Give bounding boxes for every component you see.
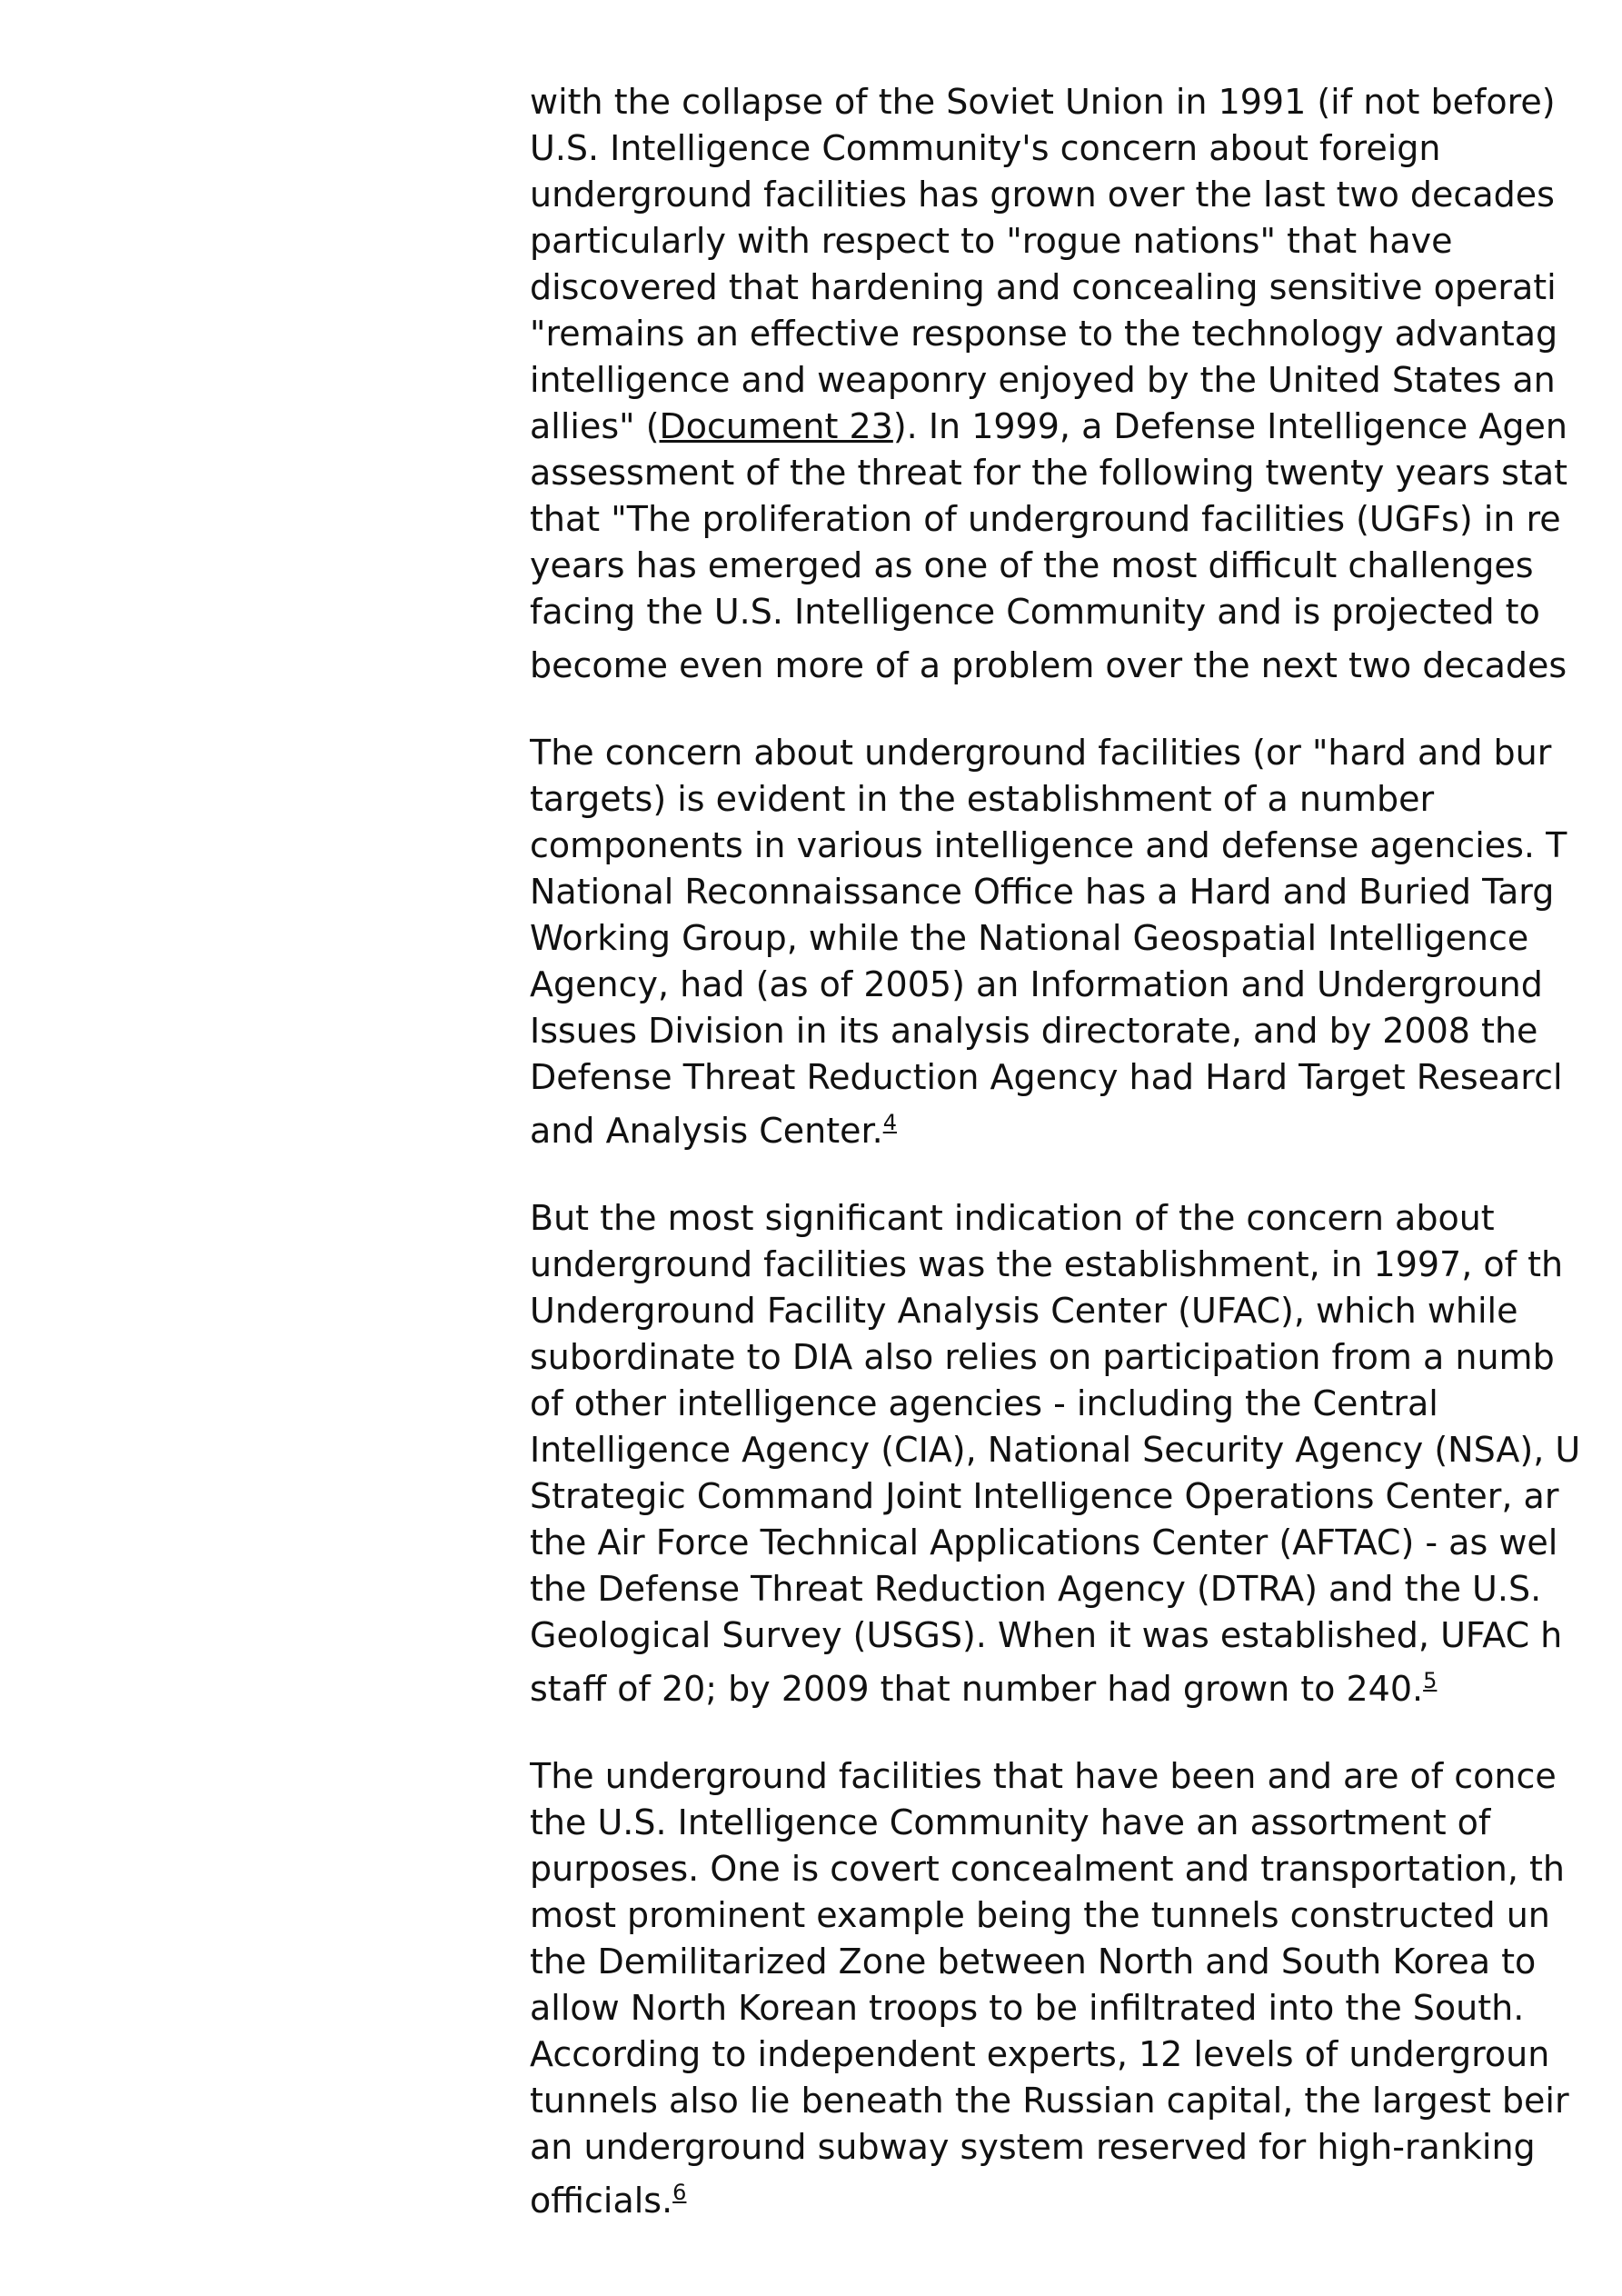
text-line: that "The proliferation of underground facilities (UGFs) in re (530, 499, 1561, 539)
text-segment: officials. (530, 2181, 673, 2221)
text-line (530, 1101, 1622, 1161)
text-line: the Air Force Technical Applications Center (AFTAC) - as wel (530, 1522, 1558, 1562)
footnote-marker (1423, 1668, 1437, 1693)
paragraph (530, 79, 1622, 695)
text-line: Issues Division in its analysis directorate, and by 2008 the (530, 1011, 1538, 1051)
text-line (530, 404, 1622, 450)
text-line: subordinate to DIA also relies on participation from a numb (530, 1337, 1555, 1377)
paragraph (530, 1195, 1622, 1719)
text-line: According to independent experts, 12 levels of undergroun (530, 2034, 1550, 2074)
text-segment: allies" ( (530, 406, 660, 446)
text-line: National Reconnaissance Office has a Hard and Buried Targ (530, 872, 1555, 912)
text-line: The underground facilities that have been and are of conce (530, 1756, 1557, 1796)
text-line (530, 1659, 1622, 1719)
text-line (530, 2171, 1622, 2231)
text-line: with the collapse of the Soviet Union in 1991 (if not before) (530, 82, 1556, 122)
text-line: the Demilitarized Zone between North and South Korea to (530, 1942, 1537, 1982)
footnote-marker (883, 1110, 897, 1135)
footnote-marker (672, 2180, 686, 2205)
text-line: assessment of the threat for the following twenty years stat (530, 453, 1568, 493)
footnote-link[interactable]: 5 (1423, 1668, 1438, 1693)
text-segment: staff of 20; by 2009 that number had grown to 240. (530, 1669, 1424, 1709)
text-line: the U.S. Intelligence Community have an assortment of (530, 1802, 1491, 1842)
text-line: become even more of a problem over the next two decades (530, 645, 1567, 685)
text-line: "remains an effective response to the technology advantag (530, 314, 1558, 354)
text-line: U.S. Intelligence Community's concern about foreign (530, 128, 1441, 168)
paragraph (530, 730, 1622, 1161)
text-line: Intelligence Agency (CIA), National Security Agency (NSA), U (530, 1430, 1581, 1470)
text-line: Defense Threat Reduction Agency had Hard Target Researcl (530, 1057, 1563, 1097)
text-line: Working Group, while the National Geospatial Intelligence (530, 918, 1529, 958)
document-link[interactable]: Document 23 (659, 406, 893, 446)
text-line: underground facilities was the establishment, in 1997, of th (530, 1244, 1564, 1284)
text-line: of other intelligence agencies - including the Central (530, 1383, 1438, 1423)
text-line: Underground Facility Analysis Center (UFAC), which while (530, 1291, 1518, 1331)
paragraph (530, 1753, 1622, 2231)
text-line: discovered that hardening and concealing sensitive operati (530, 267, 1557, 307)
text-line: components in various intelligence and defense agencies. T (530, 825, 1567, 865)
text-line: most prominent example being the tunnels constructed un (530, 1895, 1550, 1935)
text-line: But the most significant indication of the concern about (530, 1198, 1495, 1238)
text-line: facing the U.S. Intelligence Community and is projected to (530, 592, 1540, 632)
text-segment: ). In 1999, a Defense Intelligence Agen (892, 406, 1567, 446)
text-line: underground facilities has grown over the last two decades (530, 175, 1555, 215)
text-line: purposes. One is covert concealment and transportation, th (530, 1849, 1565, 1889)
text-line: years has emerged as one of the most difficult challenges (530, 545, 1534, 585)
text-line: the Defense Threat Reduction Agency (DTRA) and the U.S. (530, 1569, 1542, 1609)
text-line: allow North Korean troops to be infiltrated into the South. (530, 1988, 1525, 2028)
footnote-link[interactable]: 6 (672, 2180, 687, 2205)
text-line: intelligence and weaponry enjoyed by the United States an (530, 360, 1556, 400)
footnote-link[interactable]: 4 (882, 1110, 897, 1135)
article-body (530, 79, 1622, 2265)
text-line: an underground subway system reserved for high-ranking (530, 2127, 1536, 2167)
text-line: tunnels also lie beneath the Russian capital, the largest beir (530, 2081, 1569, 2121)
text-line: Strategic Command Joint Intelligence Operations Center, ar (530, 1476, 1559, 1516)
text-line: The concern about underground facilities (or "hard and bur (530, 733, 1552, 773)
text-line: Agency, had (as of 2005) an Information and Underground (530, 964, 1543, 1004)
text-line: particularly with respect to "rogue nations" that have (530, 221, 1453, 261)
text-segment: and Analysis Center. (530, 1111, 883, 1151)
text-line: targets) is evident in the establishment of a number (530, 779, 1435, 819)
text-line: Geological Survey (USGS). When it was established, UFAC h (530, 1615, 1563, 1655)
